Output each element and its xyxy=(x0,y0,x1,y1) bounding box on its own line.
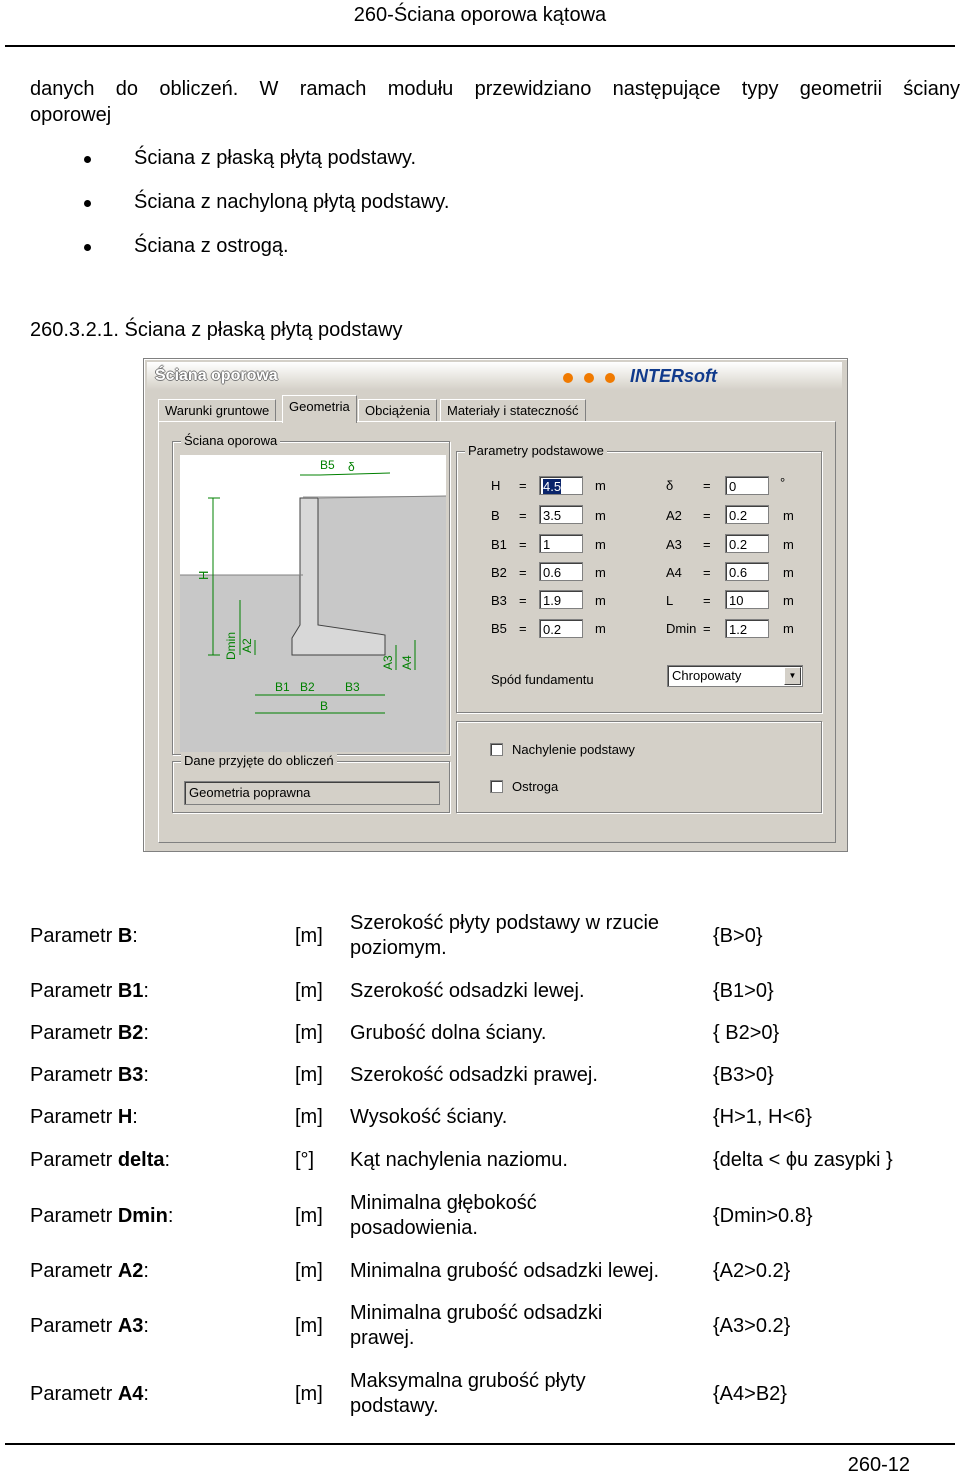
unit-label: m xyxy=(783,537,794,552)
label-a4: A4 xyxy=(400,655,414,670)
bullet-icon xyxy=(84,200,91,207)
param-label-b1: B1 xyxy=(491,537,507,552)
header-rule xyxy=(5,45,955,47)
input-delta[interactable]: 0 xyxy=(725,476,769,495)
unit-label: m xyxy=(595,508,606,523)
input-b2[interactable]: 0.6 xyxy=(539,562,583,581)
param-row-a4: Parametr A4: [m] Maksymalna grubość płyty podstawy. {A4>B2} xyxy=(30,1370,787,1417)
param-label-b3: B3 xyxy=(491,593,507,608)
label-b3: B3 xyxy=(345,680,360,694)
unit-label: m xyxy=(595,537,606,552)
equals-sign: = xyxy=(519,621,527,636)
checkbox-nachylenie-label: Nachylenie podstawy xyxy=(512,742,635,757)
dot-icon xyxy=(584,373,594,383)
dot-icon xyxy=(605,373,615,383)
front-soil xyxy=(180,575,303,752)
input-b5[interactable]: 0.2 xyxy=(539,619,583,638)
bullet-item: Ściana z nachyloną płytą podstawy. xyxy=(0,191,600,217)
equals-sign: = xyxy=(703,565,711,580)
input-b3[interactable]: 1.9 xyxy=(539,590,583,609)
param-label-a4: A4 xyxy=(666,565,682,580)
input-b1[interactable]: 1 xyxy=(539,534,583,553)
wall-group xyxy=(172,433,450,755)
bullet-icon xyxy=(84,156,91,163)
input-h[interactable]: 4.5 xyxy=(539,476,583,495)
param-label-delta: δ xyxy=(666,478,674,493)
page-number: 260-12 xyxy=(847,1454,910,1476)
label-a3: A3 xyxy=(381,655,395,670)
param-label-b2: B2 xyxy=(491,565,507,580)
param-row-a3: Parametr A3: [m] Minimalna grubość odsadzki prawej. {A3>0.2} xyxy=(30,1302,791,1349)
tab-warunki-gruntowe[interactable]: Warunki gruntowe xyxy=(158,399,276,422)
chevron-down-icon[interactable]: ▼ xyxy=(784,667,801,685)
tab-materialy[interactable]: Materiały i stateczność xyxy=(440,399,586,422)
checkbox-ostroga-label: Ostroga xyxy=(512,779,559,794)
unit-label: m xyxy=(783,621,794,636)
param-row-b: Parametr B: [m] Szerokość płyty podstawy w rzucie poziomym. {B>0} xyxy=(30,912,763,959)
input-a3[interactable]: 0.2 xyxy=(725,534,769,553)
param-label-dmin: Dmin xyxy=(666,621,697,636)
equals-sign: = xyxy=(703,537,711,552)
param-label-h: H xyxy=(491,478,501,493)
unit-label: m xyxy=(595,621,606,636)
input-a4[interactable]: 0.6 xyxy=(725,562,769,581)
label-b: B xyxy=(320,699,329,713)
label-delta: δ xyxy=(348,460,355,474)
input-l[interactable]: 10 xyxy=(725,590,769,609)
label-b1: B1 xyxy=(275,680,290,694)
bullet-icon xyxy=(84,244,91,251)
params-group-caption: Parametry podstawowe xyxy=(465,443,607,458)
front-air xyxy=(180,455,303,575)
param-label-b5: B5 xyxy=(491,621,507,636)
page-header: 260-Ściana oporowa kątowa xyxy=(353,4,607,26)
input-b[interactable]: 3.5 xyxy=(539,505,583,524)
unit-label: m xyxy=(783,565,794,580)
wall-group-caption: Ściana oporowa xyxy=(181,433,280,448)
intro-line-1: danych do obliczeń. W ramach modułu przewidziano następujące typy geometrii ściany xyxy=(30,78,960,100)
tab-geometria[interactable]: Geometria xyxy=(282,395,357,423)
param-label-a2: A2 xyxy=(666,508,682,523)
equals-sign: = xyxy=(703,621,711,636)
footer-rule xyxy=(5,1443,955,1445)
options-group xyxy=(456,721,822,813)
unit-label: m xyxy=(595,593,606,608)
label-a2: A2 xyxy=(240,638,254,653)
section-title: 260.3.2.1. Ściana z płaską płytą podstawy xyxy=(30,319,403,341)
dot-icon xyxy=(563,373,573,383)
equals-sign: = xyxy=(703,478,711,493)
param-label-a3: A3 xyxy=(666,537,682,552)
equals-sign: = xyxy=(519,565,527,580)
input-a2[interactable]: 0.2 xyxy=(725,505,769,524)
dialog-titlebar xyxy=(147,362,842,390)
wall-drawing xyxy=(180,455,446,752)
equals-sign: = xyxy=(703,593,711,608)
unit-label: m xyxy=(783,593,794,608)
status-field: Geometria poprawna xyxy=(184,781,440,805)
unit-label: m xyxy=(783,508,794,523)
equals-sign: = xyxy=(519,593,527,608)
intro-line-2: oporowej xyxy=(30,104,112,126)
geometry-dialog xyxy=(143,358,848,852)
label-dmin: Dmin xyxy=(224,631,238,660)
input-dmin[interactable]: 1.2 xyxy=(725,619,769,638)
label-h: H xyxy=(196,570,211,580)
equals-sign: = xyxy=(703,508,711,523)
param-row-dmin: Parametr Dmin: [m] Minimalna głębokość posadowienia. {Dmin>0.8} xyxy=(30,1192,813,1239)
unit-label: m xyxy=(595,478,606,493)
data-group-caption: Dane przyjęte do obliczeń xyxy=(181,753,337,768)
dialog-title: Ściana oporowa xyxy=(155,367,278,384)
intersoft-logo: INTERsoft xyxy=(630,366,717,386)
param-label-l: L xyxy=(666,593,674,608)
unit-label: ° xyxy=(780,475,786,490)
bullet-item: Ściana z ostrogą. xyxy=(0,235,600,261)
base-label: Spód fundamentu xyxy=(491,672,594,687)
bullet-item: Ściana z płaską płytą podstawy. xyxy=(0,147,600,173)
equals-sign: = xyxy=(519,508,527,523)
equals-sign: = xyxy=(519,478,527,493)
checkbox-nachylenie[interactable] xyxy=(490,743,503,756)
label-b5: B5 xyxy=(320,458,335,472)
unit-label: m xyxy=(595,565,606,580)
param-label-b: B xyxy=(491,508,500,523)
tab-obciazenia[interactable]: Obciążenia xyxy=(358,399,437,422)
label-b2: B2 xyxy=(300,680,315,694)
equals-sign: = xyxy=(519,537,527,552)
checkbox-ostroga[interactable] xyxy=(490,780,503,793)
base-select-value: Chropowaty xyxy=(672,668,742,683)
base-select[interactable] xyxy=(667,665,803,687)
